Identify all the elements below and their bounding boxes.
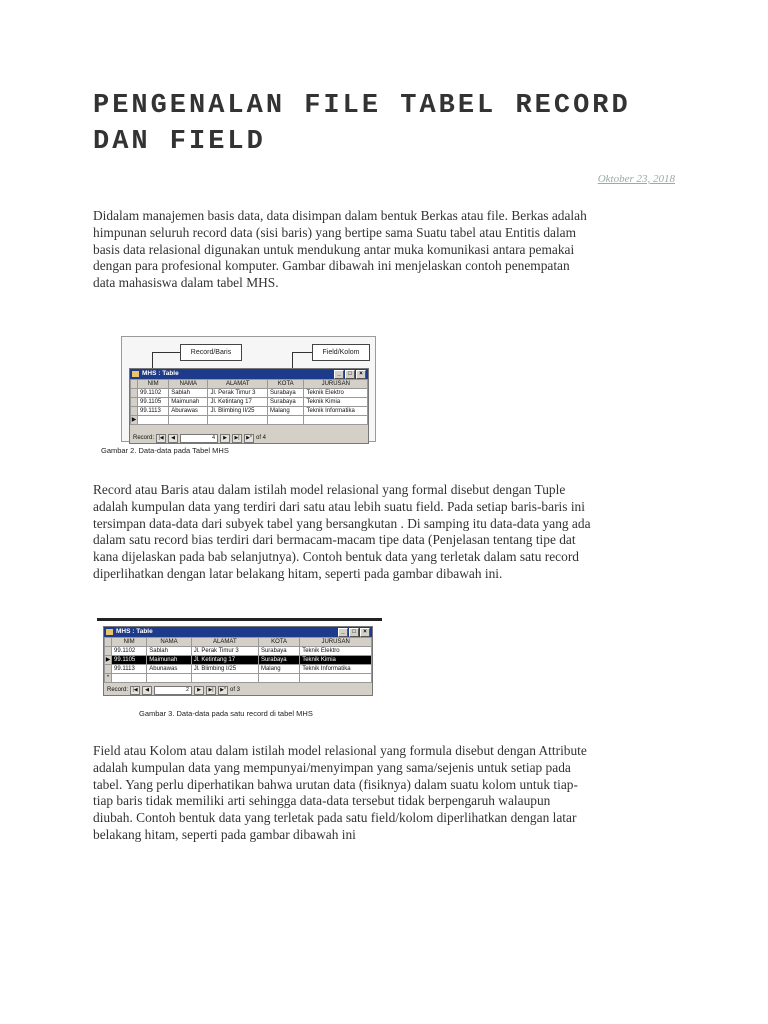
prev-record-icon[interactable]: ◀: [142, 686, 152, 695]
maximize-icon[interactable]: □: [349, 628, 359, 637]
table-cell[interactable]: [112, 674, 147, 683]
table-cell[interactable]: Malang: [267, 407, 304, 416]
table-cell[interactable]: Jl. Perak Timur 3: [208, 389, 268, 398]
record-nav-label: Record:: [133, 435, 155, 441]
new-record-row[interactable]: [131, 416, 368, 425]
column-header[interactable]: KOTA: [267, 380, 304, 389]
table-cell[interactable]: [304, 416, 368, 425]
figure-table-mhs: [97, 332, 382, 460]
row-selector-header: [131, 380, 138, 389]
table-cell[interactable]: Teknik Kimia: [304, 398, 368, 407]
close-icon[interactable]: ×: [360, 628, 370, 637]
record-count: of 4: [256, 435, 267, 441]
minimize-icon[interactable]: _: [338, 628, 348, 637]
first-record-icon[interactable]: |◀: [130, 686, 140, 695]
access-table-window: [103, 626, 373, 696]
data-table: [104, 637, 372, 683]
table-cell[interactable]: Teknik Informatika: [300, 665, 372, 674]
prev-record-icon[interactable]: ◀: [168, 434, 178, 443]
table-cell[interactable]: 99.1102: [112, 647, 147, 656]
table-cell[interactable]: [147, 674, 191, 683]
figure-caption: Gambar 3. Data-data pada satu record di tabel MHS: [139, 709, 313, 718]
table-cell[interactable]: [267, 416, 304, 425]
table-row[interactable]: [105, 647, 372, 656]
table-cell[interactable]: Jl. Blimbing I/25: [191, 665, 258, 674]
column-header[interactable]: KOTA: [258, 638, 299, 647]
callout-record-baris: Record/Baris: [180, 344, 242, 361]
access-table-window: [129, 368, 369, 444]
table-cell[interactable]: [208, 416, 268, 425]
column-header[interactable]: NAMA: [147, 638, 191, 647]
new-record-pointer-icon[interactable]: ▶: [131, 417, 137, 423]
paragraph-record: Record atau Baris atau dalam istilah model relasional yang formal disebut dengan Tuple adalah kumpulan data yang terdiri dari satu atau lebih suatu field. Pada setiap baris-baris ini tersimpan data-data dari subyek tabel yang bersangkutan . Di samping itu data-data yang ada dalam satu record bias terdiri dari bermacam-macam tipe data (Penjelasan tentang tipe dat kana dijelaskan pada bab selanjutnya). Contoh bentuk data yang terletak dalam satu record diperlihatkan dengan latar belakang hitam, seperti pada gambar dibawah ini.: [93, 482, 591, 581]
new-record-asterisk-icon[interactable]: *: [105, 674, 112, 683]
table-cell[interactable]: Sablah: [169, 389, 208, 398]
table-cell[interactable]: [169, 416, 208, 425]
column-header[interactable]: NIM: [138, 380, 169, 389]
new-record-icon[interactable]: ▶*: [218, 686, 228, 695]
maximize-icon[interactable]: □: [345, 370, 355, 379]
table-cell[interactable]: Jl. Ketintang 17: [191, 656, 258, 665]
close-icon[interactable]: ×: [356, 370, 366, 379]
table-cell[interactable]: Abunawas: [147, 665, 191, 674]
table-cell[interactable]: Teknik Informatika: [304, 407, 368, 416]
window-title: MHS : Table: [142, 370, 179, 377]
new-record-icon[interactable]: ▶*: [244, 434, 254, 443]
table-row[interactable]: [131, 389, 368, 398]
last-record-icon[interactable]: ▶|: [232, 434, 242, 443]
table-cell[interactable]: Jl. Perak Timur 3: [191, 647, 258, 656]
table-row[interactable]: [131, 398, 368, 407]
table-cell[interactable]: Maimunah: [147, 656, 191, 665]
column-header[interactable]: JURUSAN: [300, 638, 372, 647]
table-cell[interactable]: 99.1105: [112, 656, 147, 665]
table-cell[interactable]: [258, 674, 299, 683]
data-table: [130, 379, 368, 425]
figure-caption: Gambar 2. Data-data pada Tabel MHS: [101, 446, 229, 455]
window-titlebar: [104, 627, 372, 637]
table-cell[interactable]: Surabaya: [258, 647, 299, 656]
next-record-icon[interactable]: ▶: [194, 686, 204, 695]
table-header-row: [105, 638, 372, 647]
table-cell[interactable]: 99.1102: [138, 389, 169, 398]
minimize-icon[interactable]: _: [334, 370, 344, 379]
column-header[interactable]: ALAMAT: [191, 638, 258, 647]
window-controls: [338, 628, 370, 637]
figure-top-rule: [97, 618, 382, 621]
table-cell[interactable]: Teknik Elektro: [300, 647, 372, 656]
table-cell[interactable]: [300, 674, 372, 683]
record-nav-label: Record:: [107, 687, 129, 693]
record-navigator: [130, 433, 368, 443]
table-cell[interactable]: Surabaya: [258, 656, 299, 665]
column-header[interactable]: NIM: [112, 638, 147, 647]
window-controls: [334, 370, 366, 379]
current-record-pointer-icon[interactable]: ▶: [105, 657, 111, 663]
table-cell[interactable]: 99.1105: [138, 398, 169, 407]
table-row-selected[interactable]: [105, 656, 372, 665]
row-selector[interactable]: [131, 407, 138, 416]
row-selector[interactable]: [131, 398, 138, 407]
table-cell[interactable]: [191, 674, 258, 683]
table-cell[interactable]: Surabaya: [267, 398, 304, 407]
paragraph-intro: Didalam manajemen basis data, data disimpan dalam bentuk Berkas atau file. Berkas adalah himpunan seluruh record data (sisi baris) yang bertipe sama Suatu tabel atau Entitis dalam basis data relasional digunakan untuk mendukung antar muka komunikasi antara pemakai dengan para profesional komputer. Gambar dibawah ini menjelaskan contoh penempatan data mahasiswa dalam tabel MHS.: [93, 208, 587, 291]
column-header[interactable]: ALAMAT: [208, 380, 268, 389]
table-cell[interactable]: Sablah: [147, 647, 191, 656]
figure-record-highlight: [97, 618, 387, 720]
row-selector[interactable]: [105, 665, 112, 674]
table-cell[interactable]: Malang: [258, 665, 299, 674]
table-cell[interactable]: Aburawas: [169, 407, 208, 416]
table-row[interactable]: [131, 407, 368, 416]
row-selector[interactable]: [131, 389, 138, 398]
table-cell[interactable]: Jl. Ketintang 17: [208, 398, 268, 407]
table-cell[interactable]: Surabaya: [267, 389, 304, 398]
table-icon: [132, 371, 139, 377]
callout-pointer-line: [152, 352, 180, 353]
callout-pointer-line: [292, 352, 312, 353]
record-number-field[interactable]: 4: [180, 434, 218, 443]
table-icon: [106, 629, 113, 635]
record-number-field[interactable]: 2: [154, 686, 192, 695]
table-cell[interactable]: Jl. Blimbing II/25: [208, 407, 268, 416]
paragraph-field: Field atau Kolom atau dalam istilah model relasional yang formula disebut dengan Attribute adalah kumpulan data yang mempunyai/menyimpan yang sama/sejenis untuk setiap pada tabel. Yang perlu diperhatikan bahwa urutan data (fisiknya) dalam suatu kolom untuk tiap-tiap baris tidak memiliki arti sehingga data-data tersebut tidak berpengaruh walaupun diubah. Contoh bentuk data yang terletak pada satu field/kolom diperlihatkan dengan latar belakang hitam, seperti pada gambar dibawah ini: [93, 743, 587, 842]
table-cell[interactable]: 99.1113: [138, 407, 169, 416]
column-header[interactable]: JURUSAN: [304, 380, 368, 389]
next-record-icon[interactable]: ▶: [220, 434, 230, 443]
record-navigator: [104, 685, 372, 695]
callout-field-kolom: Field/Kolom: [312, 344, 370, 361]
window-title: MHS : Table: [116, 628, 153, 635]
post-date-link[interactable]: Oktober 23, 2018: [597, 173, 675, 185]
first-record-icon[interactable]: |◀: [156, 434, 166, 443]
column-header[interactable]: NAMA: [169, 380, 208, 389]
window-titlebar: [130, 369, 368, 379]
article-title: PENGENALAN FILE TABEL RECORD DAN FIELD: [93, 91, 631, 157]
table-cell[interactable]: Maimunah: [169, 398, 208, 407]
new-record-row[interactable]: [105, 674, 372, 683]
row-selector[interactable]: [105, 647, 112, 656]
table-cell[interactable]: Teknik Elektro: [304, 389, 368, 398]
table-cell[interactable]: [138, 416, 169, 425]
record-count: of 3: [230, 687, 241, 693]
table-cell[interactable]: Teknik Kimia: [300, 656, 372, 665]
table-row[interactable]: [105, 665, 372, 674]
table-header-row: [131, 380, 368, 389]
row-selector-header: [105, 638, 112, 647]
table-cell[interactable]: 99.1113: [112, 665, 147, 674]
last-record-icon[interactable]: ▶|: [206, 686, 216, 695]
